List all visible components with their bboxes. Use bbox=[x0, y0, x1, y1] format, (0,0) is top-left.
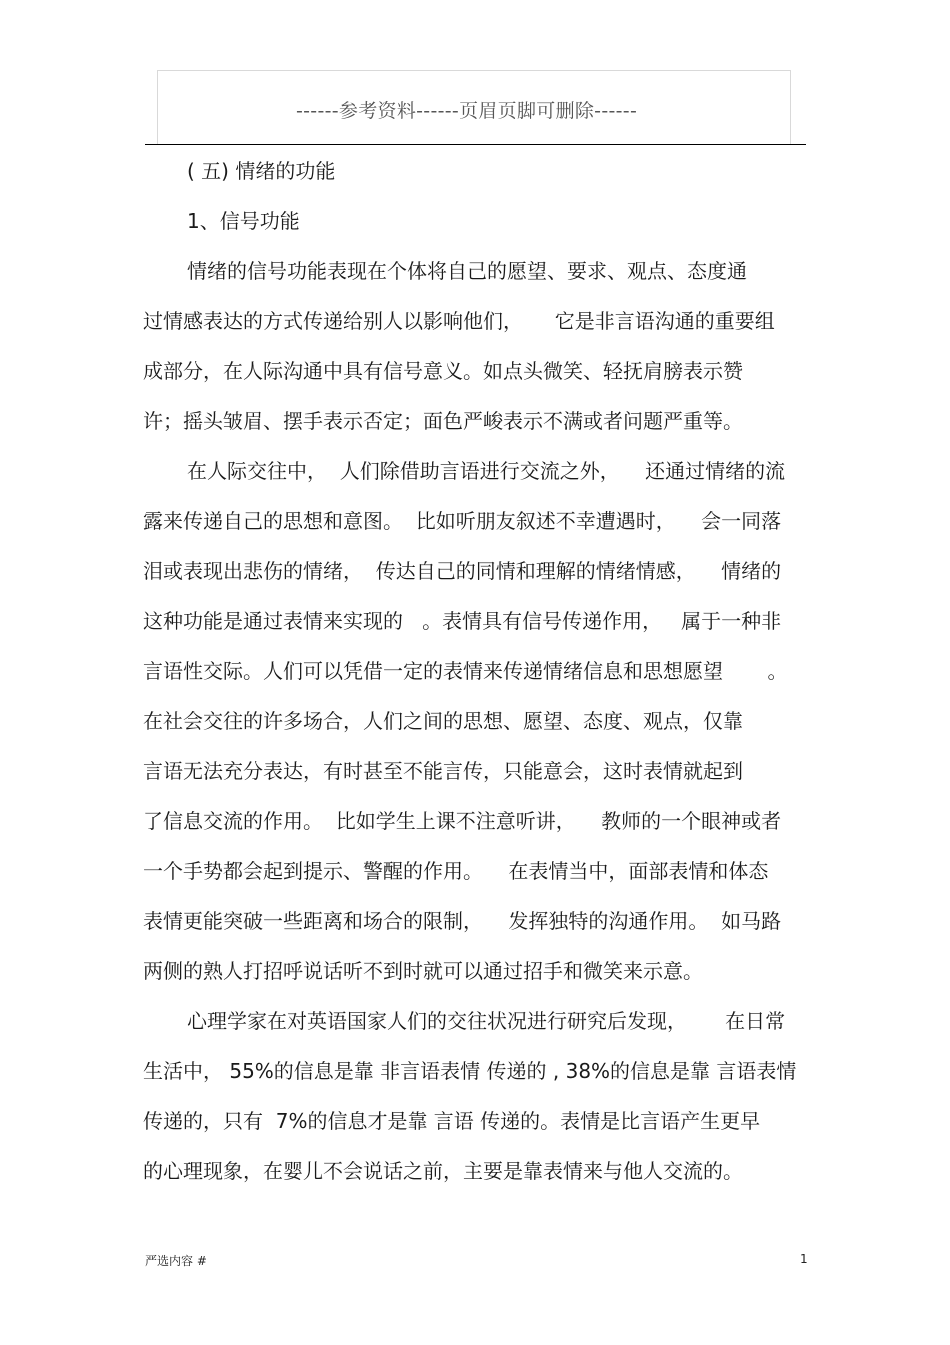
paragraph-line: 泪或表现出悲伤的情绪， 传达自己的同情和理解的情绪情感， 情绪的 bbox=[143, 559, 782, 583]
paragraph-line: 成部分，在人际沟通中具有信号意义。如点头微笑、轻抚肩膀表示赞 bbox=[143, 359, 743, 383]
paragraph-line: 两侧的熟人打招呼说话听不到时就可以通过招手和微笑来示意。 bbox=[143, 959, 703, 983]
subsection-title: 1、信号功能 bbox=[187, 209, 300, 233]
header-divider bbox=[145, 144, 806, 145]
section-title: ( 五) 情绪的功能 bbox=[187, 159, 336, 183]
paragraph-line: 情绪的信号功能表现在个体将自己的愿望、要求、观点、态度通 bbox=[187, 259, 747, 283]
paragraph-line: 许；摇头皱眉、摆手表示否定；面色严峻表示不满或者问题严重等。 bbox=[143, 409, 743, 433]
paragraph-line: 在社会交往的许多场合，人们之间的思想、愿望、态度、观点，仅靠 bbox=[143, 709, 743, 733]
paragraph-line: 露来传递自己的思想和意图。 比如听朋友叙述不幸遭遇时， 会一同落 bbox=[143, 509, 782, 533]
paragraph-line: 言语性交际。人们可以凭借一定的表情来传递情绪信息和思想愿望 。 bbox=[143, 659, 788, 683]
paragraph-line: 表情更能突破一些距离和场合的限制， 发挥独特的沟通作用。 如马路 bbox=[143, 909, 782, 933]
footer-label: 严选内容 # bbox=[145, 1254, 207, 1268]
paragraph-line: 心理学家在对英语国家人们的交往状况进行研究后发现， 在日常 bbox=[187, 1009, 786, 1033]
paragraph-line: 生活中， 55%的信息是靠 非言语表情 传递的 , 38%的信息是靠 言语表情 bbox=[143, 1059, 797, 1083]
paragraph-line: 传递的，只有 7%的信息才是靠 言语 传递的。表情是比言语产生更早 bbox=[143, 1109, 761, 1133]
paragraph-line: 言语无法充分表达，有时甚至不能言传，只能意会，这时表情就起到 bbox=[143, 759, 743, 783]
paragraph-line: 在人际交往中， 人们除借助言语进行交流之外， 还通过情绪的流 bbox=[187, 459, 786, 483]
paragraph-line: 过情感表达的方式传递给别人以影响他们， 它是非言语沟通的重要组 bbox=[143, 309, 775, 333]
page-number: 1 bbox=[800, 1252, 808, 1266]
paragraph-line: 这种功能是通过表情来实现的 。表情具有信号传递作用， 属于一种非 bbox=[143, 609, 782, 633]
paragraph-line: 一个手势都会起到提示、警醒的作用。 在表情当中，面部表情和体态 bbox=[143, 859, 769, 883]
paragraph-line: 的心理现象，在婴儿不会说话之前，主要是靠表情来与他人交流的。 bbox=[143, 1159, 743, 1183]
header-note: ------参考资料------页眉页脚可删除------ bbox=[296, 100, 638, 122]
paragraph-line: 了信息交流的作用。 比如学生上课不注意听讲， 教师的一个眼神或者 bbox=[143, 809, 782, 833]
